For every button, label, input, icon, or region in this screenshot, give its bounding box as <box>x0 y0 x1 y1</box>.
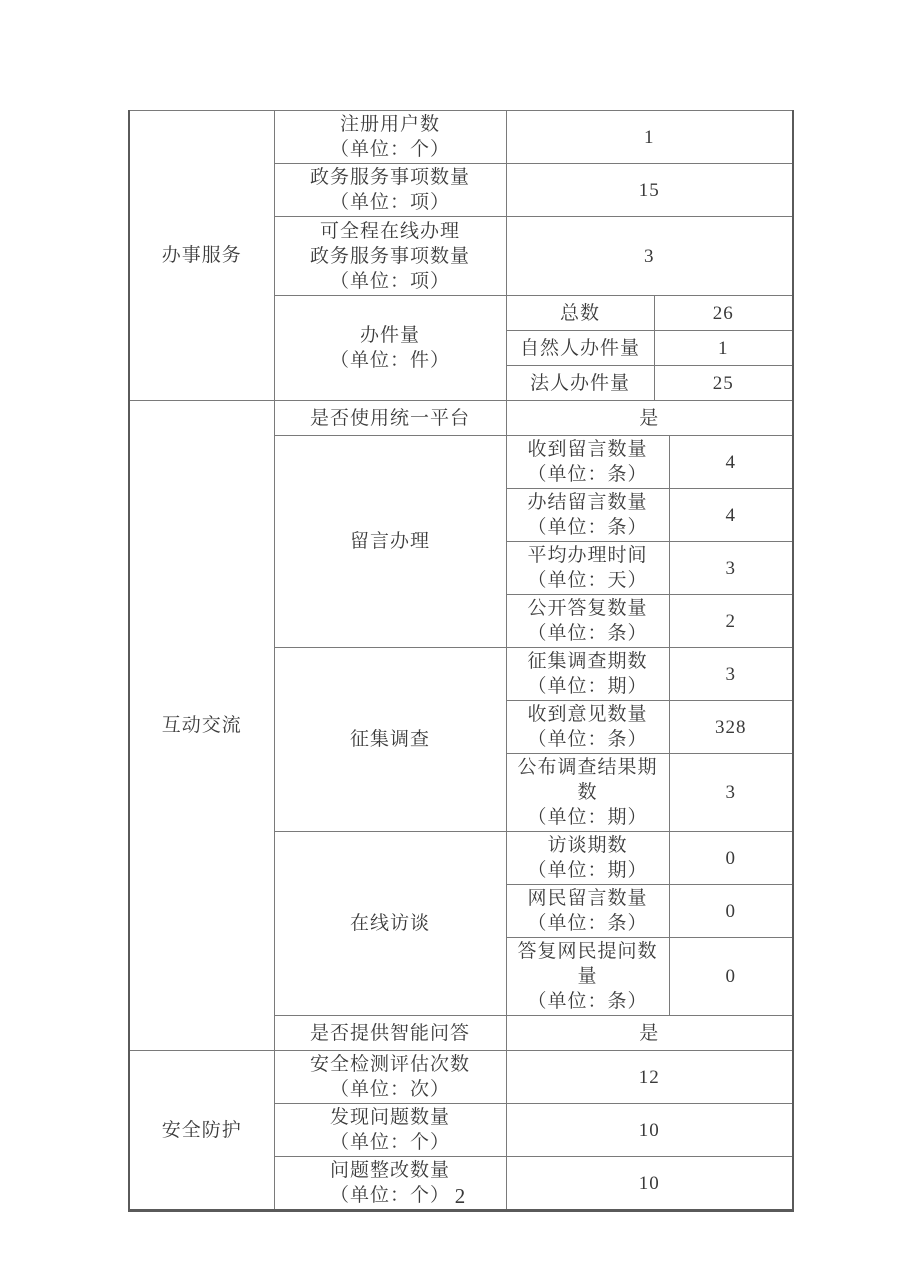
label-line: 注册用户数 <box>339 114 440 135</box>
page-number: 2 <box>454 1184 466 1208</box>
submetric-value-cell: 328 <box>669 701 793 754</box>
submetric-value-cell: 4 <box>669 436 793 489</box>
submetric-value-cell: 0 <box>669 938 793 1016</box>
label-line: 征集调查期数 <box>527 651 648 672</box>
submetric-value-cell: 26 <box>654 296 793 331</box>
label-unit-line: （单位：个） <box>329 1185 450 1206</box>
submetric-value-cell: 0 <box>669 885 793 938</box>
submetric-label-cell <box>506 595 669 648</box>
label-unit-line: （单位：期） <box>527 676 648 697</box>
category-label: 办事服务 <box>161 245 242 266</box>
submetric-value-cell: 3 <box>669 754 793 832</box>
label-line: 收到留言数量 <box>527 439 648 460</box>
submetric-value-cell: 3 <box>669 648 793 701</box>
submetric-value-cell: 0 <box>669 832 793 885</box>
submetric-label-cell <box>506 489 669 542</box>
label-line: 留言办理 <box>349 531 430 552</box>
metric-label-cell <box>274 217 506 296</box>
label-line: 公开答复数量 <box>527 598 648 619</box>
submetric-value-cell: 3 <box>669 542 793 595</box>
submetric-label-cell <box>506 542 669 595</box>
label-line: 安全检测评估次数 <box>309 1054 470 1075</box>
metric-group-label-cell <box>274 648 506 832</box>
label-unit-line: （单位：天） <box>527 570 648 591</box>
metric-label-cell <box>274 1104 506 1157</box>
label-unit-line: （单位：条） <box>527 913 648 934</box>
metric-value-cell: 1 <box>506 111 793 164</box>
label-unit-line: （单位：件） <box>329 350 450 371</box>
label-line: 法人办件量 <box>529 372 630 394</box>
metric-value-cell: 10 <box>506 1157 793 1211</box>
metric-value-cell: 是 <box>506 401 793 436</box>
metric-label-cell <box>274 164 506 217</box>
label-unit-line: （单位：个） <box>329 139 450 160</box>
label-unit-line: （单位：项） <box>329 270 450 292</box>
label-unit-line: （单位：条） <box>527 729 648 750</box>
label-unit-line: （单位：项） <box>329 192 450 213</box>
label-unit-line: （单位：次） <box>329 1079 450 1100</box>
table-row <box>129 1051 793 1104</box>
label-line: 网民留言数量 <box>527 888 648 909</box>
metric-group-label-cell <box>274 296 506 401</box>
metric-label-cell <box>274 1016 506 1051</box>
label-line: 公布调查结果期数 <box>517 757 658 803</box>
category-label: 互动交流 <box>161 715 242 736</box>
table-row <box>129 111 793 164</box>
label-unit-line: （单位：个） <box>329 1132 450 1153</box>
submetric-label-cell <box>506 938 669 1016</box>
submetric-label-cell <box>506 648 669 701</box>
metric-label-cell <box>274 111 506 164</box>
label-line: 办件量 <box>359 325 420 346</box>
metric-value-cell: 15 <box>506 164 793 217</box>
category-label: 安全防护 <box>161 1119 242 1141</box>
label-line: 答复网民提问数量 <box>517 941 658 987</box>
submetric-value-cell: 1 <box>654 331 793 366</box>
label-unit-line: （单位：条） <box>527 623 648 644</box>
label-unit-line: （单位：条） <box>527 991 648 1012</box>
label-line: 访谈期数 <box>547 835 628 856</box>
label-line: 是否使用统一平台 <box>309 407 470 429</box>
metric-group-label-cell <box>274 832 506 1016</box>
label-unit-line: （单位：期） <box>527 807 648 828</box>
metric-value-cell: 10 <box>506 1104 793 1157</box>
label-line: 自然人办件量 <box>519 337 640 359</box>
label-line: 收到意见数量 <box>527 704 648 725</box>
label-line: 可全程在线办理 <box>319 220 460 242</box>
metric-group-label-cell <box>274 436 506 648</box>
label-line: 政务服务事项数量 <box>309 245 470 267</box>
report-statistics-table <box>128 110 794 1212</box>
submetric-value-cell: 25 <box>654 366 793 401</box>
metric-value-cell: 12 <box>506 1051 793 1104</box>
submetric-label-cell <box>506 331 654 366</box>
label-line: 征集调查 <box>349 729 430 750</box>
submetric-label-cell <box>506 701 669 754</box>
submetric-label-cell <box>506 296 654 331</box>
submetric-label-cell <box>506 366 654 401</box>
label-unit-line: （单位：期） <box>527 860 648 881</box>
metric-label-cell <box>274 1051 506 1104</box>
metric-value-cell: 3 <box>506 217 793 296</box>
label-unit-line: （单位：条） <box>527 464 648 485</box>
submetric-label-cell <box>506 436 669 489</box>
submetric-label-cell <box>506 754 669 832</box>
submetric-label-cell <box>506 832 669 885</box>
submetric-label-cell <box>506 885 669 938</box>
metric-label-cell <box>274 401 506 436</box>
metric-value-cell: 是 <box>506 1016 793 1051</box>
table-row <box>129 401 793 436</box>
submetric-value-cell: 4 <box>669 489 793 542</box>
submetric-value-cell: 2 <box>669 595 793 648</box>
label-line: 是否提供智能问答 <box>309 1022 470 1044</box>
category-cell-service <box>129 111 274 401</box>
label-line: 政务服务事项数量 <box>309 167 470 188</box>
category-cell-interaction <box>129 401 274 1051</box>
label-line: 问题整改数量 <box>329 1160 450 1181</box>
label-line: 平均办理时间 <box>527 545 648 566</box>
label-unit-line: （单位：条） <box>527 517 648 538</box>
label-line: 办结留言数量 <box>527 492 648 513</box>
label-line: 在线访谈 <box>349 913 430 934</box>
label-line: 总数 <box>559 302 600 324</box>
label-line: 发现问题数量 <box>329 1107 450 1128</box>
